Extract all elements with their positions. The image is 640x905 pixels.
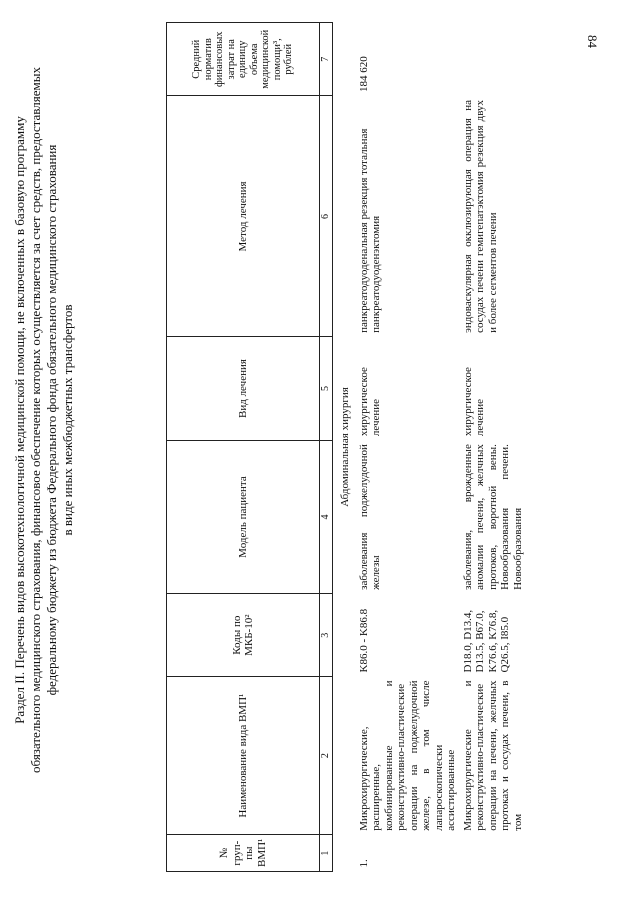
title-line: Раздел II. Перечень видов высокотехнологичной медицинской помощи, не включенных в базовую программу	[12, 116, 27, 724]
section-row	[333, 23, 356, 872]
column-number-row	[320, 23, 333, 872]
header-treatment-method: Метод лечения	[167, 96, 320, 337]
treatment-type: хирургическое лечение	[357, 367, 382, 437]
header-vmp-name: Наименование вида ВМП¹	[167, 676, 320, 834]
column-number: 6	[320, 96, 333, 337]
header-patient-model: Модель пациента	[167, 440, 320, 594]
patient-model: заболевания поджелудочной железы	[357, 444, 382, 590]
column-number: 4	[320, 440, 333, 594]
title-line: в виде иных межбюджетных трансфертов	[60, 304, 75, 536]
column-number: 2	[320, 676, 333, 834]
header-average-cost: Средний норматив финансовых затрат на единицу объема медицинской помощи³, рублей	[167, 23, 320, 96]
average-cost: 184 620	[357, 56, 370, 92]
icd-codes: K86.0 - K86.8	[357, 608, 370, 673]
treatment-type: хирургическое лечение	[461, 367, 486, 437]
column-number: 7	[320, 23, 333, 96]
header-icd-codes: Коды по МКБ-10²	[167, 594, 320, 677]
treatment-method: эндоваскулярная окклюзирующая операция на сосудах печени гемигепатэктомия резекция двух и более сегментов печени	[461, 99, 499, 333]
column-number: 5	[320, 337, 333, 440]
column-number: 3	[320, 594, 333, 677]
header-treatment-type: Вид лечения	[167, 337, 320, 440]
rotated-page	[4, 10, 614, 880]
section-heading: Абдоминальная хирургия	[339, 387, 351, 507]
title-line: обязательного медицинского страхования, финансовое обеспечение которых осуществляется за счет средств, предоставляемых	[28, 67, 43, 773]
treatment-method: панкреатодуоденальная резекция тотальная панкреатодуоденэктомия	[357, 128, 382, 333]
patient-model: заболевания, врожденные аномалии печени, желчных протоков, воротной вены. Новообразования печени. Новообразования	[461, 444, 524, 590]
vmp-table	[166, 22, 526, 872]
icd-codes: D18.0, D13.4, D13.5, B67.0, K76.6, K76.8, Q26.5, I85.0	[461, 609, 511, 673]
table-header-row	[167, 23, 320, 872]
table-row	[460, 23, 527, 872]
table-row	[356, 23, 460, 872]
vmp-name: Микрохирургические и реконструктивно-пластические операции на печени, желчных протоках и сосудах печени, в том	[461, 680, 524, 831]
section-title	[12, 40, 76, 800]
group-number: 1.	[357, 859, 370, 868]
header-group-number: № груп- пы ВМП¹	[167, 835, 320, 872]
vmp-name: Микрохирургические, расширенные, комбинированные и реконструктивно-пластические операции на поджелудочной железе, в том числе лапароскопически ассистированные	[357, 680, 457, 831]
column-number: 1	[320, 835, 333, 872]
title-line: федеральному бюджету из бюджета Федерального фонда обязательного медицинского страхования	[44, 144, 59, 696]
page-number: 84	[585, 35, 600, 48]
